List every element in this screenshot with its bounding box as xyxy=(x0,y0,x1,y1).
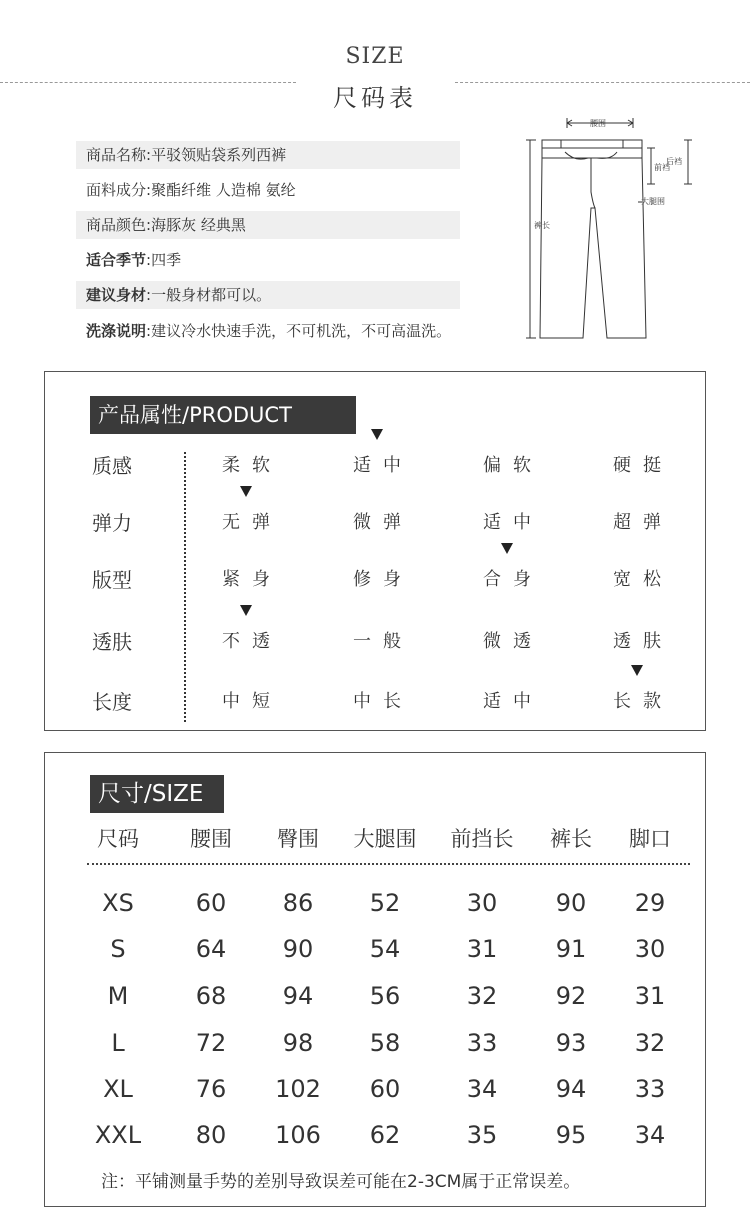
size-value-cell: 60 xyxy=(195,889,227,917)
size-column-header: 腰围 xyxy=(190,827,232,851)
info-value: 聚酯纤维 人造棉 氨纶 xyxy=(151,181,296,199)
size-value-cell: 94 xyxy=(282,982,314,1010)
attribute-option: 修身 xyxy=(353,569,413,590)
attribute-option-selected: 适中 xyxy=(353,455,413,476)
attribute-option: 宽松 xyxy=(613,569,673,590)
info-colon: : xyxy=(146,251,152,269)
size-column-header: 臀围 xyxy=(277,827,319,851)
info-label: 洗涤说明 xyxy=(86,322,147,340)
info-label: 商品名称 xyxy=(86,146,147,164)
size-value-cell: 35 xyxy=(466,1121,498,1149)
size-column-header: 脚口 xyxy=(629,827,671,851)
attribute-option: 中短 xyxy=(222,691,282,712)
size-note: 注：平铺测量手势的差别导致误差可能在2-3CM属于正常误差。 xyxy=(101,1172,581,1192)
size-value-cell: 98 xyxy=(282,1029,314,1057)
attribute-option: 微透 xyxy=(483,631,543,652)
size-value-cell: 56 xyxy=(369,982,401,1010)
diagram-label-thigh: 大腿围 xyxy=(641,197,665,206)
size-value-cell: 90 xyxy=(282,935,314,963)
size-label-cell: S xyxy=(110,935,126,963)
size-value-cell: 31 xyxy=(634,982,666,1010)
size-table-title: 尺寸/SIZE xyxy=(90,775,224,813)
size-label-cell: XL xyxy=(103,1075,133,1103)
info-colon: : xyxy=(146,322,152,340)
size-value-cell: 33 xyxy=(466,1029,498,1057)
info-row-wash xyxy=(76,317,516,345)
size-value-cell: 54 xyxy=(369,935,401,963)
info-row-material xyxy=(76,176,460,204)
size-value-cell: 93 xyxy=(555,1029,587,1057)
size-value-cell: 72 xyxy=(195,1029,227,1057)
size-value-cell: 94 xyxy=(555,1075,587,1103)
size-column-header: 裤长 xyxy=(550,827,592,851)
size-column-header: 前挡长 xyxy=(450,827,514,851)
size-value-cell: 33 xyxy=(634,1075,666,1103)
info-label: 建议身材 xyxy=(86,286,147,304)
info-value: 平驳领贴袋系列西裤 xyxy=(151,146,287,164)
size-label-cell: L xyxy=(111,1029,125,1057)
attribute-option-selected: 不透 xyxy=(222,631,282,652)
size-value-cell: 86 xyxy=(282,889,314,917)
product-attributes-title: 产品属性/PRODUCT xyxy=(90,396,356,434)
info-row-color xyxy=(76,211,460,239)
info-label: 面料成分 xyxy=(86,181,147,199)
size-value-cell: 106 xyxy=(275,1121,321,1149)
info-label: 适合季节 xyxy=(86,251,147,269)
size-table-divider xyxy=(87,863,690,865)
info-row-season xyxy=(76,246,460,274)
size-value-cell: 80 xyxy=(195,1121,227,1149)
size-value-cell: 92 xyxy=(555,982,587,1010)
info-value: 四季 xyxy=(151,251,182,269)
size-value-cell: 60 xyxy=(369,1075,401,1103)
size-value-cell: 91 xyxy=(555,935,587,963)
size-column-header: 大腿围 xyxy=(353,827,417,851)
attribute-option: 适中 xyxy=(483,512,543,533)
size-label-cell: XXL xyxy=(94,1121,142,1149)
size-value-cell: 102 xyxy=(275,1075,321,1103)
attribute-option: 柔软 xyxy=(222,455,282,476)
size-column-header: 尺码 xyxy=(97,827,139,851)
size-value-cell: 32 xyxy=(466,982,498,1010)
attribute-option-selected: 长款 xyxy=(613,691,673,712)
attribute-option: 超弹 xyxy=(613,512,673,533)
size-value-cell: 30 xyxy=(634,935,666,963)
diagram-label-front-rise: 前裆 xyxy=(654,163,670,172)
size-value-cell: 32 xyxy=(634,1029,666,1057)
size-value-cell: 62 xyxy=(369,1121,401,1149)
product-attributes-box xyxy=(44,371,706,731)
attribute-option: 紧身 xyxy=(222,569,282,590)
size-value-cell: 90 xyxy=(555,889,587,917)
attribute-option: 微弹 xyxy=(353,512,413,533)
size-value-cell: 31 xyxy=(466,935,498,963)
attribute-option-selected: 合身 xyxy=(483,569,543,590)
attribute-option: 一般 xyxy=(353,631,413,652)
size-value-cell: 29 xyxy=(634,889,666,917)
size-table-box xyxy=(44,752,706,1207)
info-label: 商品颜色 xyxy=(86,216,147,234)
info-value: 建议冷水快速手洗，不可机洗，不可高温洗。 xyxy=(151,322,452,340)
attribute-option: 透肤 xyxy=(613,631,673,652)
attribute-option: 偏软 xyxy=(483,455,543,476)
attribute-option: 适中 xyxy=(483,691,543,712)
attribute-category: 质感 xyxy=(92,454,132,478)
attribute-option: 硬挺 xyxy=(613,455,673,476)
attributes-divider xyxy=(184,452,186,722)
info-row-figure xyxy=(76,281,460,309)
info-colon: : xyxy=(146,181,152,199)
attribute-category: 版型 xyxy=(92,568,132,592)
size-value-cell: 34 xyxy=(634,1121,666,1149)
size-value-cell: 68 xyxy=(195,982,227,1010)
attribute-category: 长度 xyxy=(92,690,132,714)
info-value: 海豚灰 经典黑 xyxy=(151,216,246,234)
trousers-measurement-diagram xyxy=(525,112,695,344)
info-row-name xyxy=(76,141,460,169)
diagram-label-back-rise: 后裆 xyxy=(666,157,682,166)
size-value-cell: 76 xyxy=(195,1075,227,1103)
attribute-category: 透肤 xyxy=(92,630,132,654)
size-value-cell: 64 xyxy=(195,935,227,963)
size-value-cell: 34 xyxy=(466,1075,498,1103)
info-value: 一般身材都可以。 xyxy=(151,286,272,304)
info-colon: : xyxy=(146,146,152,164)
attribute-option-selected: 无弹 xyxy=(222,512,282,533)
diagram-label-waist: 腰围 xyxy=(590,119,606,128)
attribute-category: 弹力 xyxy=(92,511,132,535)
size-value-cell: 52 xyxy=(369,889,401,917)
diagram-label-length: 裤长 xyxy=(534,221,550,230)
attribute-option: 中长 xyxy=(353,691,413,712)
size-value-cell: 95 xyxy=(555,1121,587,1149)
header-title-cn: 尺码表 xyxy=(333,84,417,112)
size-label-cell: XS xyxy=(102,889,134,917)
size-value-cell: 30 xyxy=(466,889,498,917)
size-label-cell: M xyxy=(107,982,129,1010)
trousers-outline xyxy=(540,140,646,338)
info-colon: : xyxy=(146,286,152,304)
header-title-en: SIZE xyxy=(345,44,405,69)
size-value-cell: 58 xyxy=(369,1029,401,1057)
info-colon: : xyxy=(146,216,152,234)
